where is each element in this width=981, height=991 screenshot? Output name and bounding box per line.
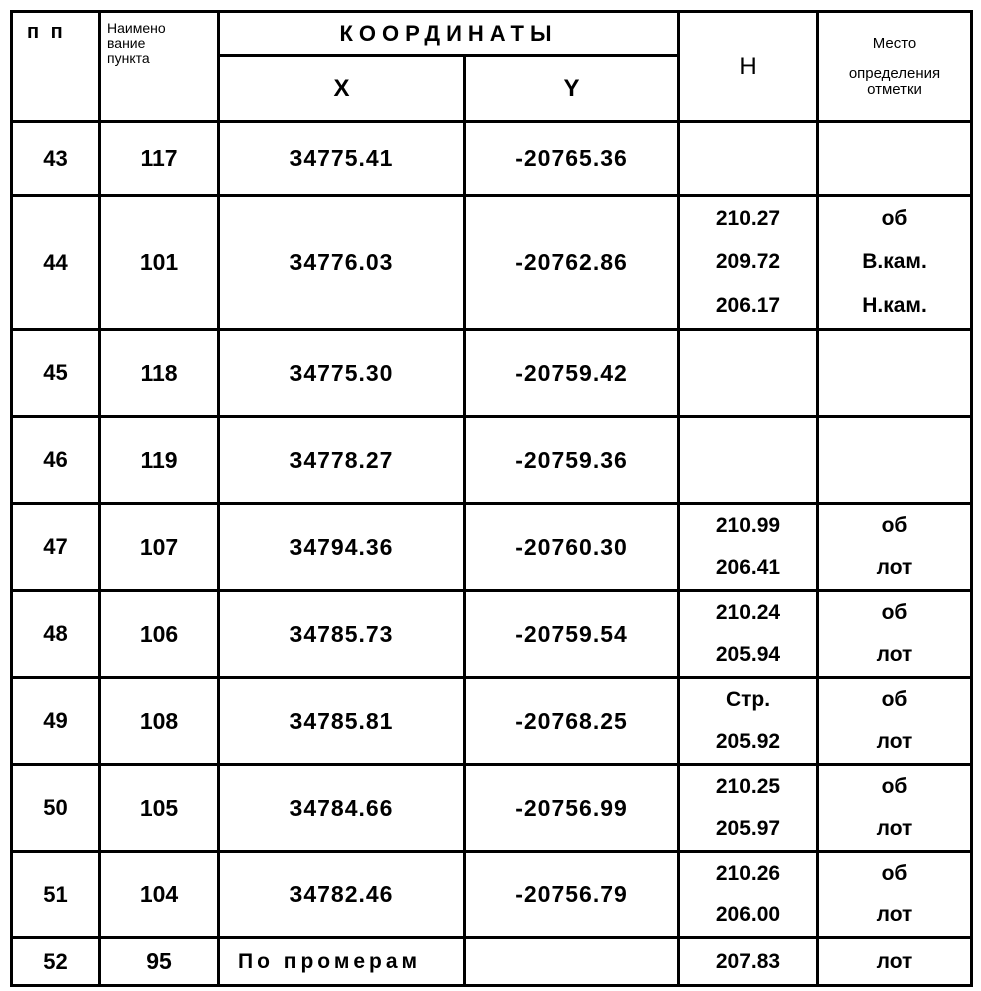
table-row (12, 417, 972, 504)
cell-place-value: лот (876, 903, 913, 927)
cell-x: 34785.81 (219, 678, 465, 765)
cell-place (818, 504, 972, 591)
cell-name: 117 (100, 122, 219, 196)
cell-pp: 50 (12, 765, 100, 852)
header-name (100, 12, 219, 122)
cell-h-value: 206.41 (715, 556, 781, 579)
table-row (12, 591, 972, 678)
cell-y: -20756.99 (465, 765, 679, 852)
header-place (818, 12, 972, 122)
cell-h-value: 205.97 (715, 817, 781, 840)
cell-pp: 44 (12, 196, 100, 330)
header-y: Y (465, 56, 679, 122)
cell-place-value: об (881, 514, 908, 537)
cell-h (679, 852, 818, 938)
cell-place (818, 938, 972, 986)
cell-pp: 45 (12, 330, 100, 417)
cell-pp: 48 (12, 591, 100, 678)
cell-y: -20762.86 (465, 196, 679, 330)
cell-name: 105 (100, 765, 219, 852)
cell-pp: 52 (12, 938, 100, 986)
table-row (12, 122, 972, 196)
cell-y (465, 938, 679, 986)
cell-place-stack (819, 853, 970, 936)
header-row-1 (12, 12, 972, 56)
cell-place-value: В.кам. (862, 250, 927, 274)
cell-h (679, 330, 818, 417)
table-row (12, 765, 972, 852)
cell-h (679, 196, 818, 330)
cell-name: 108 (100, 678, 219, 765)
header-place-line1: Место (872, 34, 917, 52)
cell-place-value: лот (876, 730, 913, 753)
cell-h-stack (680, 592, 816, 676)
cell-x: 34784.66 (219, 765, 465, 852)
cell-y: -20760.30 (465, 504, 679, 591)
cell-place (818, 591, 972, 678)
cell-pp: 51 (12, 852, 100, 938)
cell-y: -20765.36 (465, 122, 679, 196)
cell-name: 106 (100, 591, 219, 678)
cell-h-stack (680, 197, 816, 328)
cell-place (818, 417, 972, 504)
cell-h-stack (680, 939, 816, 984)
table-row (12, 852, 972, 938)
cell-y: -20768.25 (465, 678, 679, 765)
header-pp: п п (12, 12, 100, 122)
cell-h (679, 122, 818, 196)
cell-h (679, 765, 818, 852)
cell-h (679, 504, 818, 591)
cell-name: 101 (100, 196, 219, 330)
cell-h-value: 207.83 (715, 949, 781, 973)
cell-place (818, 122, 972, 196)
cell-h-value: Стр. (725, 688, 771, 711)
cell-place (818, 765, 972, 852)
cell-x: 34776.03 (219, 196, 465, 330)
cell-h-stack (680, 505, 816, 589)
cell-h-value: 206.17 (715, 294, 781, 318)
cell-x: 34794.36 (219, 504, 465, 591)
cell-place-value: лот (876, 556, 913, 579)
cell-h-value: 209.72 (715, 250, 781, 274)
cell-pp: 43 (12, 122, 100, 196)
cell-place-value: лот (876, 643, 913, 666)
cell-h-value: 205.92 (715, 730, 781, 753)
table-body (12, 122, 972, 986)
cell-name: 119 (100, 417, 219, 504)
cell-x: 34785.73 (219, 591, 465, 678)
cell-place-stack (819, 197, 970, 328)
cell-place-stack (819, 592, 970, 676)
cell-place (818, 196, 972, 330)
cell-pp: 49 (12, 678, 100, 765)
header-name-line2: вание (107, 35, 146, 51)
header-coordinates: КООРДИНАТЫ (219, 12, 679, 56)
cell-name: 107 (100, 504, 219, 591)
cell-place (818, 852, 972, 938)
cell-h-value: 206.00 (715, 903, 781, 927)
table-row (12, 938, 972, 986)
cell-pp: 46 (12, 417, 100, 504)
cell-name: 118 (100, 330, 219, 417)
cell-h-value: 210.99 (715, 514, 781, 537)
cell-place-value: об (881, 861, 908, 885)
cell-y: -20756.79 (465, 852, 679, 938)
cell-place-stack (819, 505, 970, 589)
cell-x: По промерам (219, 938, 465, 986)
cell-h-value: 210.25 (715, 775, 781, 798)
table-row (12, 504, 972, 591)
cell-h (679, 678, 818, 765)
cell-place-value: лот (876, 817, 913, 840)
header-h: H (679, 12, 818, 122)
cell-name: 95 (100, 938, 219, 986)
cell-h-stack (680, 766, 816, 850)
cell-y: -20759.54 (465, 591, 679, 678)
cell-place-value: об (881, 601, 908, 624)
cell-x: 34775.30 (219, 330, 465, 417)
cell-x: 34778.27 (219, 417, 465, 504)
cell-pp: 47 (12, 504, 100, 591)
cell-place-value: об (881, 775, 908, 798)
table-row (12, 196, 972, 330)
cell-h-value: 210.27 (715, 206, 781, 230)
cell-y: -20759.42 (465, 330, 679, 417)
table-row (12, 678, 972, 765)
cell-x: 34775.41 (219, 122, 465, 196)
cell-y: -20759.36 (465, 417, 679, 504)
cell-place-stack (819, 679, 970, 763)
cell-place (818, 330, 972, 417)
cell-x: 34782.46 (219, 852, 465, 938)
header-x: X (219, 56, 465, 122)
header-name-line1: Наимено (107, 20, 166, 36)
table-row (12, 330, 972, 417)
cell-h (679, 938, 818, 986)
cell-place-stack (819, 766, 970, 850)
cell-h-stack (680, 679, 816, 763)
cell-place-value: лот (876, 949, 913, 973)
cell-place (818, 678, 972, 765)
cell-h (679, 417, 818, 504)
cell-name: 104 (100, 852, 219, 938)
cell-h (679, 591, 818, 678)
cell-h-value: 205.94 (715, 643, 781, 666)
cell-h-value: 210.24 (715, 601, 781, 624)
cell-h-stack (680, 853, 816, 936)
header-name-line3: пункта (107, 50, 150, 66)
cell-place-value: об (881, 688, 908, 711)
cell-place-value: Н.кам. (862, 294, 927, 318)
header-place-line2: определения (848, 64, 941, 82)
coordinates-table (10, 10, 973, 987)
cell-h-value: 210.26 (715, 861, 781, 885)
header-place-line3: отметки (867, 80, 922, 98)
cell-place-value: об (881, 206, 908, 230)
cell-place-stack (819, 939, 970, 984)
